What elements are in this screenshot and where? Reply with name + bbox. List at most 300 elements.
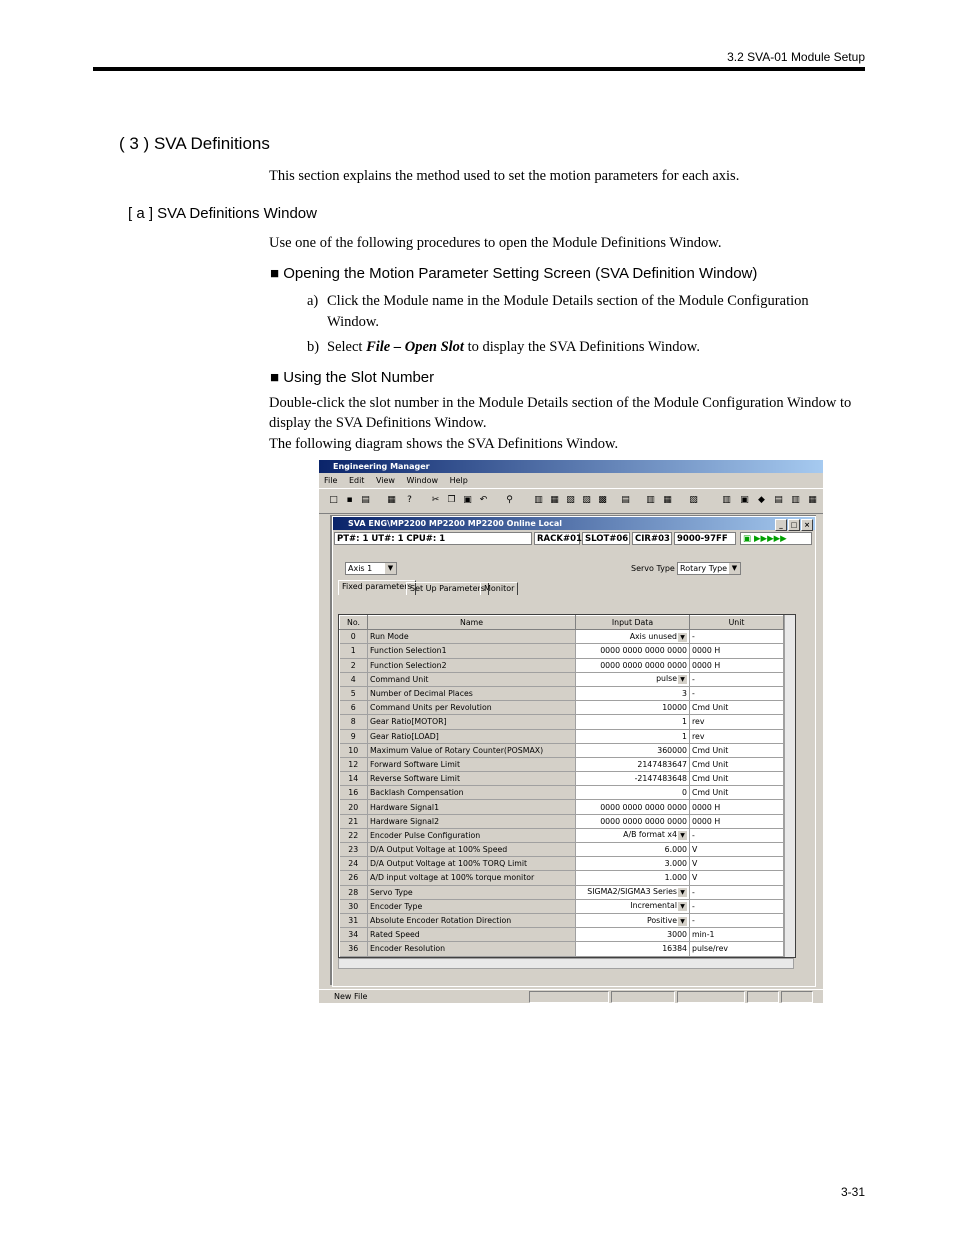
chevron-down-icon[interactable]: ▼ [678, 888, 687, 897]
chevron-down-icon[interactable]: ▼ [678, 675, 687, 684]
slot-body-1: Double-click the slot number in the Module Details section of the Module Configuration Window to [269, 395, 852, 411]
cell-unit [690, 885, 784, 899]
horizontal-scrollbar[interactable] [338, 958, 794, 969]
cell-name-text: Hardware Signal2 [370, 816, 440, 826]
tab-strip [338, 582, 798, 596]
table-row[interactable] [340, 715, 784, 729]
cell-input[interactable] [576, 644, 690, 658]
maximize-icon[interactable]: □ [788, 519, 800, 531]
tool-icon-1[interactable]: ▥ [534, 495, 543, 505]
cell-name [368, 644, 576, 658]
cell-no [340, 871, 368, 885]
undo-icon[interactable]: ↶ [479, 495, 488, 505]
cell-unit [690, 772, 784, 786]
cell-name [368, 729, 576, 743]
tool-icon-11[interactable]: ▤ [774, 495, 783, 505]
cell-name-text: Function Selection2 [370, 660, 447, 670]
cell-unit [690, 743, 784, 757]
cell-unit [690, 701, 784, 715]
cell-no [340, 686, 368, 700]
status-pane-5 [781, 991, 813, 1003]
cell-input-text: pulse [656, 674, 677, 684]
bullet-heading-2-text: Using the Slot Number [283, 369, 435, 386]
cell-unit-text: Cmd Unit [692, 703, 729, 713]
cell-unit-text: - [692, 674, 695, 684]
cell-input[interactable] [576, 743, 690, 757]
cell-input[interactable] [576, 658, 690, 672]
slot-body-3: The following diagram shows the SVA Definitions Window. [269, 436, 619, 452]
cell-name-text: Forward Software Limit [370, 759, 461, 769]
section-a-title: [ a ] SVA Definitions Window [128, 205, 317, 222]
section-3-body: This section explains the method used to set the motion parameters for each axis. [269, 168, 740, 184]
cell-name [368, 843, 576, 857]
cell-input[interactable] [576, 686, 690, 700]
chevron-down-icon[interactable]: ▼ [678, 831, 687, 840]
cell-no-text: 28 [348, 887, 359, 897]
cell-name [368, 743, 576, 757]
slot-body-2: display the SVA Definitions Window. [269, 415, 487, 431]
bullet-square-icon: ■ [270, 265, 280, 282]
cell-unit [690, 658, 784, 672]
cell-unit-text: Cmd Unit [692, 788, 729, 798]
chevron-down-icon: ▼ [385, 563, 396, 574]
cell-input[interactable] [576, 828, 690, 842]
cell-unit-text: 0000 H [692, 816, 721, 826]
status-bar [319, 989, 823, 1003]
table-row[interactable] [340, 814, 784, 828]
cell-unit-text: V [692, 859, 698, 869]
cell-name [368, 857, 576, 871]
cell-input-text: Incremental [630, 901, 677, 911]
cell-no [340, 786, 368, 800]
cell-unit [690, 928, 784, 942]
step-b-menu-path: File – Open Slot [366, 339, 464, 355]
cell-unit-text: - [692, 632, 695, 642]
cell-name [368, 686, 576, 700]
menu-bar [319, 474, 823, 487]
cell-name-text: Encoder Resolution [370, 944, 446, 954]
table-row[interactable] [340, 800, 784, 814]
cell-unit-text: min-1 [692, 930, 715, 940]
cell-input-text: 10000 [662, 703, 687, 713]
cell-input[interactable] [576, 715, 690, 729]
cell-unit-text: - [692, 689, 695, 699]
cell-name-text: Rated Speed [370, 930, 420, 940]
tool-icon-13[interactable]: ▦ [808, 495, 817, 505]
cell-unit-text: V [692, 845, 698, 855]
cell-unit [690, 814, 784, 828]
cell-unit [690, 843, 784, 857]
servo-type-select[interactable] [677, 562, 741, 575]
bullet-heading-1 [270, 265, 757, 282]
cell-unit-text: V [692, 873, 698, 883]
cell-no-text: 6 [350, 703, 356, 713]
cell-no [340, 885, 368, 899]
tool-icon-7[interactable]: ▥ [646, 495, 655, 505]
cell-input-text: Axis unused [629, 631, 677, 641]
table-row[interactable] [340, 857, 784, 871]
cell-name-text: Servo Type [370, 887, 413, 897]
cell-name [368, 701, 576, 715]
cell-no-text: 36 [348, 944, 359, 954]
cell-input-text: A/B format x4 [623, 830, 677, 840]
cell-no-text: 23 [348, 845, 359, 855]
sva-window-title: SVA ENG\MP2200 MP2200 MP2200 Online Local [348, 519, 563, 528]
cell-input-text: 0000 0000 0000 0000 [600, 816, 687, 826]
cell-unit [690, 828, 784, 842]
cell-unit [690, 672, 784, 686]
status-led-icon: ▣ ▶▶▶▶▶ [740, 532, 812, 545]
cell-input-text: 6.000 [664, 845, 687, 855]
cell-name [368, 899, 576, 913]
cell-no-text: 26 [348, 873, 359, 883]
tool-icon-9[interactable]: ▧ [689, 495, 698, 505]
cell-name [368, 772, 576, 786]
cell-input[interactable] [576, 928, 690, 942]
tool-icon-12[interactable]: ▥ [791, 495, 800, 505]
cell-unit [690, 899, 784, 913]
cell-no-text: 0 [350, 632, 356, 642]
cell-name-text: Encoder Type [370, 901, 423, 911]
cell-input-text: -2147483648 [634, 774, 687, 784]
cell-no [340, 729, 368, 743]
menu-edit[interactable]: Edit [348, 476, 365, 485]
cell-no [340, 913, 368, 927]
tool-icon-4[interactable]: ▨ [582, 495, 591, 505]
slot-field: SLOT#06 [582, 532, 630, 545]
cell-input-text: 0000 0000 0000 0000 [600, 660, 687, 670]
chevron-down-icon[interactable]: ▼ [678, 633, 687, 642]
cell-input-text: 3.000 [664, 859, 687, 869]
tool-icon-10[interactable]: ▣ [740, 495, 749, 505]
new-file-icon[interactable]: □ [329, 495, 338, 505]
axis-select[interactable] [345, 562, 397, 575]
cell-name [368, 928, 576, 942]
parameter-rows [340, 630, 784, 956]
cell-no [340, 757, 368, 771]
cell-name [368, 942, 576, 956]
table-row[interactable] [340, 928, 784, 942]
cell-name-text: Maximum Value of Rotary Counter(POSMAX) [370, 745, 544, 755]
cell-unit-text: rev [692, 717, 705, 727]
cell-input-text: 0 [682, 788, 687, 798]
chevron-down-icon[interactable]: ▼ [678, 917, 687, 926]
cell-unit-text: - [692, 901, 695, 911]
cell-no [340, 715, 368, 729]
cell-no [340, 772, 368, 786]
cell-no-text: 10 [348, 745, 359, 755]
cell-name-text: Absolute Encoder Rotation Direction [370, 916, 512, 926]
cell-no-text: 31 [348, 916, 359, 926]
cell-input-text: 3000 [667, 930, 687, 940]
table-row[interactable] [340, 786, 784, 800]
cell-name-text: Reverse Software Limit [370, 774, 460, 784]
cell-input-text: SIGMA2/SIGMA3 Series [587, 887, 677, 897]
pt-ut-cpu-field: PT#: 1 UT#: 1 CPU#: 1 [334, 532, 532, 545]
cell-name-text: Gear Ratio[MOTOR] [370, 717, 447, 727]
table-row[interactable] [340, 644, 784, 658]
tool-icon-6[interactable]: ▤ [621, 495, 630, 505]
column-header-input-data[interactable]: Input Data [576, 616, 690, 630]
cell-input-text: 0000 0000 0000 0000 [600, 802, 687, 812]
cell-no [340, 658, 368, 672]
table-row[interactable] [340, 672, 784, 686]
cell-input[interactable] [576, 772, 690, 786]
cell-unit-text: - [692, 830, 695, 840]
status-pane-3 [677, 991, 745, 1003]
parameter-grid [338, 614, 796, 958]
table-row[interactable] [340, 843, 784, 857]
running-header: 3.2 SVA-01 Module Setup [727, 50, 865, 64]
cell-unit-text: pulse/rev [692, 944, 728, 954]
minimize-icon[interactable]: _ [775, 519, 787, 531]
table-row[interactable] [340, 772, 784, 786]
parameter-table [339, 615, 784, 957]
cell-input-text: 0000 0000 0000 0000 [600, 646, 687, 656]
status-pane-1 [529, 991, 609, 1003]
cell-unit [690, 757, 784, 771]
cell-unit-text: rev [692, 731, 705, 741]
sva-window-title-bar [333, 517, 815, 530]
table-row[interactable] [340, 729, 784, 743]
step-b-label: b) [307, 339, 320, 355]
cell-no [340, 814, 368, 828]
cell-unit [690, 630, 784, 644]
cell-unit [690, 857, 784, 871]
copy-icon[interactable]: ❐ [447, 495, 456, 505]
servo-type-label: Servo Type [631, 564, 675, 573]
axis-select-value: Axis 1 [348, 564, 373, 573]
cell-unit [690, 715, 784, 729]
menu-help[interactable]: Help [449, 476, 468, 485]
cell-no-text: 9 [350, 731, 356, 741]
menu-window[interactable]: Window [406, 476, 439, 485]
cell-no [340, 743, 368, 757]
table-row[interactable] [340, 757, 784, 771]
status-pane-4 [747, 991, 779, 1003]
cell-unit-text: - [692, 887, 695, 897]
cell-name [368, 757, 576, 771]
cell-no [340, 701, 368, 715]
cell-no [340, 630, 368, 644]
cell-no-text: 1 [350, 646, 356, 656]
cell-input[interactable] [576, 701, 690, 715]
tool-icon-5[interactable]: ▩ [598, 495, 607, 505]
table-row[interactable] [340, 899, 784, 913]
cell-no-text: 24 [348, 859, 359, 869]
cut-icon[interactable]: ✂ [431, 495, 440, 505]
toolbar [319, 488, 823, 514]
column-header-no[interactable]: No. [340, 616, 368, 630]
cell-unit [690, 729, 784, 743]
cell-input-text: 2147483647 [637, 759, 687, 769]
cell-no [340, 899, 368, 913]
cell-no [340, 800, 368, 814]
cell-no-text: 21 [348, 816, 359, 826]
table-row[interactable] [340, 828, 784, 842]
cell-no-text: 5 [350, 689, 356, 699]
cell-no [340, 928, 368, 942]
chevron-down-icon[interactable]: ▼ [678, 902, 687, 911]
table-row[interactable] [340, 630, 784, 644]
status-text: New File [334, 992, 368, 1001]
properties-icon[interactable]: ▦ [387, 495, 396, 505]
cell-name-text: Function Selection1 [370, 646, 447, 656]
cell-input[interactable] [576, 885, 690, 899]
cell-unit-text: - [692, 916, 695, 926]
step-a-label: a) [307, 293, 319, 309]
cell-no [340, 857, 368, 871]
tool-icon-8[interactable]: ▦ [663, 495, 672, 505]
bullet-heading-2 [270, 369, 434, 386]
cell-unit [690, 871, 784, 885]
step-a-text-2: Window. [327, 314, 380, 330]
tab-set-up-parameters[interactable]: Set Up Parameters [406, 582, 489, 595]
cell-name-text: Number of Decimal Places [370, 689, 473, 699]
cell-unit-text: 0000 H [692, 646, 721, 656]
cell-no-text: 2 [350, 660, 356, 670]
cell-name-text: Run Mode [370, 632, 409, 642]
cell-no-text: 20 [348, 802, 359, 812]
cell-input[interactable] [576, 942, 690, 956]
cell-input[interactable] [576, 672, 690, 686]
servo-type-value: Rotary Type [680, 564, 728, 573]
cell-name-text: Command Unit [370, 674, 429, 684]
cell-no-text: 12 [348, 759, 359, 769]
cell-name-text: D/A Output Voltage at 100% Speed [370, 845, 508, 855]
menu-file[interactable]: File [324, 476, 338, 485]
table-row[interactable] [340, 701, 784, 715]
table-row[interactable] [340, 913, 784, 927]
tab-monitor[interactable]: Monitor [480, 582, 518, 595]
print-icon[interactable]: ▤ [361, 495, 370, 505]
cell-input-text: 16384 [662, 944, 687, 954]
table-row[interactable] [340, 885, 784, 899]
tab-fixed-parameters[interactable]: Fixed parameters [338, 580, 416, 595]
tool-icon-3[interactable]: ▧ [566, 495, 575, 505]
page-number: 3-31 [840, 1185, 865, 1199]
help-icon[interactable]: ? [407, 495, 412, 505]
cell-input[interactable] [576, 899, 690, 913]
save-icon[interactable]: ▪ [346, 495, 353, 505]
cell-input-text: 3 [682, 689, 687, 699]
cell-input[interactable] [576, 871, 690, 885]
cell-name [368, 913, 576, 927]
engineering-manager-screenshot [319, 460, 823, 1003]
cell-unit [690, 686, 784, 700]
cell-unit-text: Cmd Unit [692, 759, 729, 769]
cell-name-text: Backlash Compensation [370, 788, 464, 798]
cell-no [340, 843, 368, 857]
cell-name-text: Gear Ratio[LOAD] [370, 731, 439, 741]
cell-no-text: 8 [350, 717, 356, 727]
cell-name-text: Encoder Pulse Configuration [370, 830, 481, 840]
cell-input[interactable] [576, 786, 690, 800]
find-icon[interactable]: ⚲ [506, 495, 513, 505]
bullet-square-icon: ■ [270, 369, 280, 386]
cell-unit [690, 913, 784, 927]
cir-field: CIR#03 [632, 532, 672, 545]
cell-input[interactable] [576, 630, 690, 644]
cell-no-text: 4 [350, 674, 356, 684]
cell-name [368, 885, 576, 899]
app-title-bar [319, 460, 823, 473]
table-row[interactable] [340, 871, 784, 885]
cell-input[interactable] [576, 814, 690, 828]
column-header-unit[interactable]: Unit [690, 616, 784, 630]
cell-input[interactable] [576, 757, 690, 771]
header-rule [93, 67, 865, 71]
cell-input-text: 1.000 [664, 873, 687, 883]
sva-definitions-window [332, 516, 816, 987]
cell-unit [690, 644, 784, 658]
status-pane-2 [611, 991, 675, 1003]
section-a-body: Use one of the following procedures to open the Module Definitions Window. [269, 235, 722, 251]
chevron-down-icon: ▼ [729, 563, 740, 574]
color-icon[interactable]: ◆ [758, 495, 765, 505]
close-icon[interactable]: × [801, 519, 813, 531]
cell-no-text: 14 [348, 774, 359, 784]
cell-name [368, 658, 576, 672]
cell-input[interactable] [576, 913, 690, 927]
cell-unit-text: 0000 H [692, 802, 721, 812]
column-header-name[interactable]: Name [368, 616, 576, 630]
cell-no-text: 16 [348, 788, 359, 798]
cell-name-text: Hardware Signal1 [370, 802, 440, 812]
app-title: Engineering Manager [333, 462, 430, 471]
cell-no [340, 644, 368, 658]
cell-input-text: 1 [682, 731, 687, 741]
table-row[interactable] [340, 743, 784, 757]
cell-input[interactable] [576, 729, 690, 743]
cell-name [368, 786, 576, 800]
section-3-title: ( 3 ) SVA Definitions [119, 134, 270, 153]
cell-name [368, 828, 576, 842]
tool-icon-2[interactable]: ▦ [550, 495, 559, 505]
cell-input-text: 1 [682, 717, 687, 727]
table-row[interactable] [340, 686, 784, 700]
bullet-heading-1-text: Opening the Motion Parameter Setting Screen (SVA Definition Window) [283, 265, 758, 282]
rack-field: RACK#01 [534, 532, 580, 545]
step-a-text-1: Click the Module name in the Module Details section of the Module Configuration [327, 293, 809, 309]
table-row[interactable] [340, 942, 784, 956]
cell-name-text: D/A Output Voltage at 100% TORQ Limit [370, 859, 528, 869]
cell-no [340, 828, 368, 842]
vertical-scrollbar[interactable] [784, 615, 795, 957]
cell-unit [690, 800, 784, 814]
cell-name-text: A/D input voltage at 100% torque monitor [370, 873, 535, 883]
cell-unit-text: Cmd Unit [692, 774, 729, 784]
table-row[interactable] [340, 658, 784, 672]
paste-icon[interactable]: ▣ [463, 495, 472, 505]
cell-no [340, 942, 368, 956]
cell-input-text: Positive [646, 915, 677, 925]
menu-view[interactable]: View [375, 476, 395, 485]
step-b-pre: Select [327, 339, 367, 355]
cell-input[interactable] [576, 857, 690, 871]
address-field: 9000-97FF [674, 532, 736, 545]
cell-input-text: 360000 [657, 745, 687, 755]
cell-input[interactable] [576, 843, 690, 857]
chart-icon[interactable]: ▥ [722, 495, 731, 505]
cell-name [368, 871, 576, 885]
cell-input[interactable] [576, 800, 690, 814]
cell-name [368, 800, 576, 814]
step-b-text [327, 337, 700, 358]
cell-name [368, 814, 576, 828]
cell-unit-text: 0000 H [692, 660, 721, 670]
cell-name [368, 630, 576, 644]
